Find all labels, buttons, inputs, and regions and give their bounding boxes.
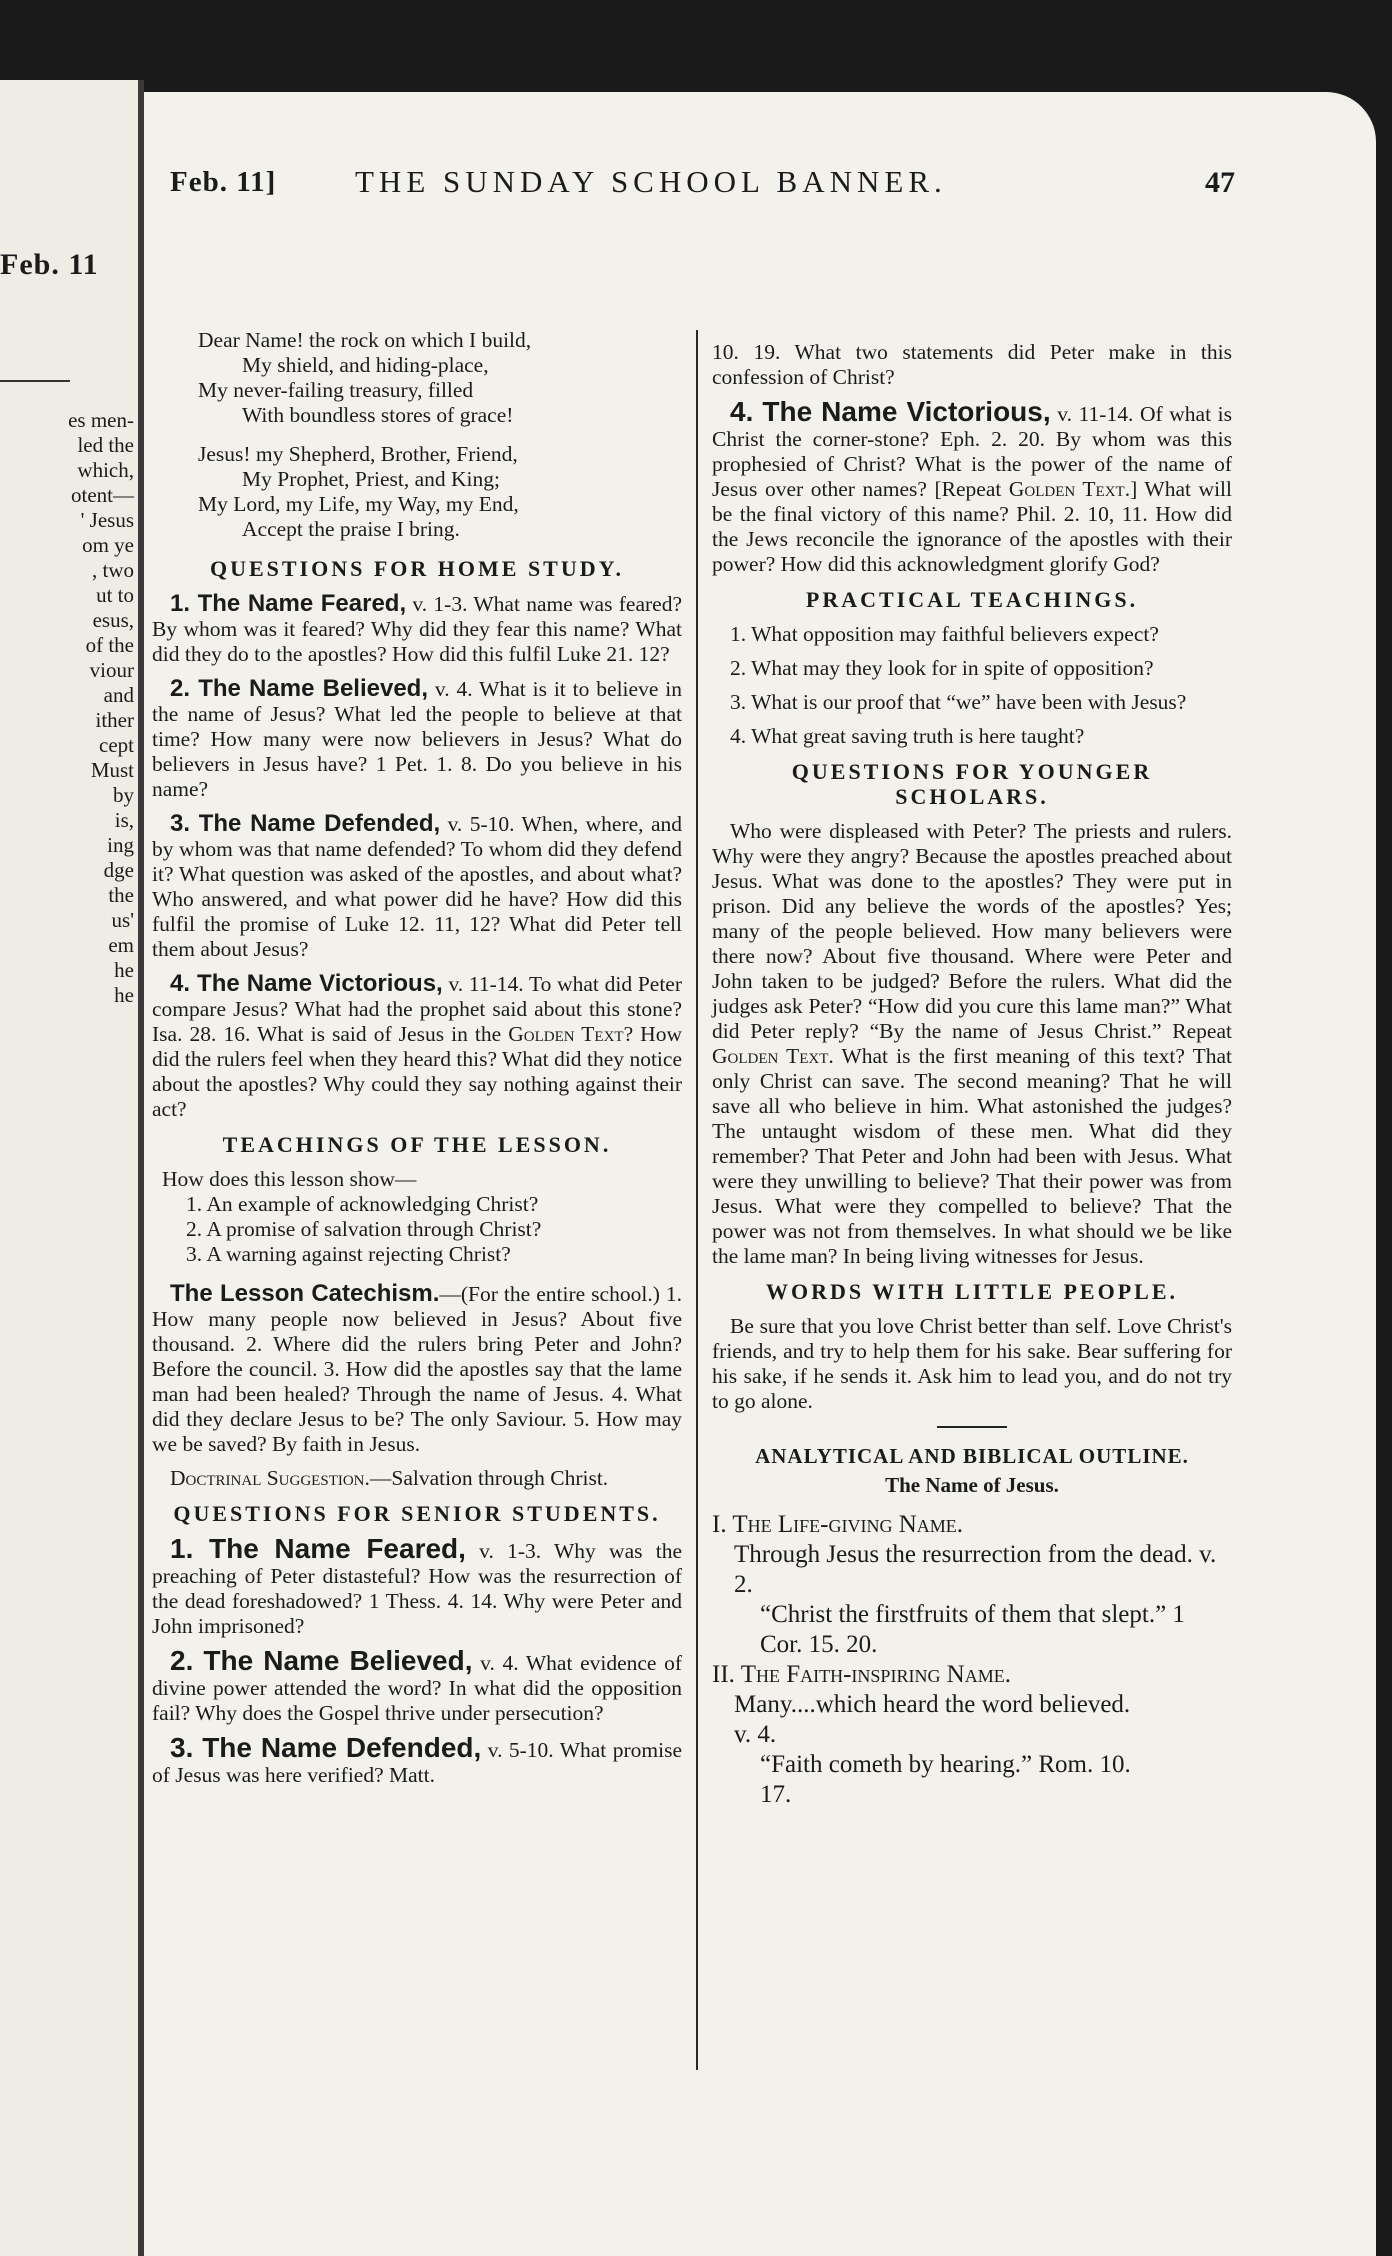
golden-text-ref: Golden Text. [1008, 477, 1131, 501]
doctrinal-suggestion: Doctrinal Suggestion.—Salvation through Christ. [170, 1466, 609, 1490]
hymn-line: My shield, and hiding-place, [242, 353, 489, 377]
lesson-catechism: The Lesson Catechism.—(For the entire school.) 1. How many people now believed in Jesus? About five thousand. 2. Where did the rulers bring Peter and John? Before the council. 3. How did the apostles say that the lame man had been healed? Through the name of Jesus. 4. What did they declare Jesus to be? The only Saviour. 5. How may we be saved? By faith in Jesus. [152, 1280, 682, 1456]
outline-line: “Faith cometh by hearing.” Rom. 10. [760, 1751, 1131, 1778]
previous-page-line: us' [111, 908, 134, 932]
previous-page-line: es men- [68, 408, 134, 432]
list-item: 1. An example of acknowledging Christ? [186, 1192, 539, 1216]
practical-item: 2. What may they look for in spite of opposition? [730, 656, 1154, 680]
previous-page-line: ing [107, 833, 134, 857]
little-people-heading: WORDS WITH LITTLE PEOPLE. [765, 1279, 1178, 1304]
younger-text: Who were displeased with Peter? The priests and rulers. Why were they angry? Because the apostles preached about Jesus. What was done to the apostles? They were put in prison. Did any believe the words of the apostles? Yes; many of the people believed. How many believers were there now? About five thousand. Where were Peter and John taken to be judged? Before the rulers. What did the judges ask Peter? “How did you cure this lame man?” What did Peter reply? “By the name of Jesus Christ.” Repeat Golden Text. What is the first meaning of this text? That only Christ can save. The second meaning? That he will save all who believe in him. What astonished the judges? The untaught wisdom of these men. What did they remember? That Peter and John had been with Jesus. What were they unwilling to believe? That their power was from Jesus. What were they compelled to believe? That the power was not from themselves. In what should we be like the lame man? In being living witnesses for Jesus. [712, 819, 1232, 1268]
previous-page-line: viour [89, 658, 134, 682]
outline-line: 17. [760, 1781, 792, 1808]
golden-text-ref: Golden Text. [712, 1044, 834, 1068]
previous-page-line: ' Jesus [80, 508, 134, 532]
golden-text-ref: Golden Text [508, 1022, 624, 1046]
home-study-heading: QUESTIONS FOR HOME STUDY. [209, 556, 625, 581]
practical-heading: PRACTICAL TEACHINGS. [805, 587, 1139, 612]
hymn-line: With boundless stores of grace! [242, 403, 514, 427]
left-column [152, 328, 682, 1797]
practical-item: 4. What great saving truth is here taught? [730, 724, 1085, 748]
outline-heading: I. The Life-giving Name. [712, 1511, 964, 1538]
outline-subtitle: The Name of Jesus. [885, 1473, 1059, 1497]
previous-page-text [68, 408, 134, 1008]
running-header [170, 160, 1235, 220]
previous-page-rule [0, 380, 70, 382]
teachings-heading: TEACHINGS OF THE LESSON. [222, 1132, 612, 1157]
home-study-item: 3. The Name Defended, v. 5-10. When, where, and by whom was that name defended? To whom did they defend it? What question was asked of the apostles, and about what? Who answered, and what power did he have? How did this fulfil the promise of Luke 12. 11, 12? What did Peter tell them about Jesus? [152, 810, 682, 961]
previous-page-line: led the [77, 433, 134, 457]
previous-page-line: is, [114, 808, 134, 832]
outline-line: v. 4. [734, 1721, 777, 1748]
previous-page-line: which, [77, 458, 134, 482]
hymn-line: Jesus! my Shepherd, Brother, Friend, [198, 442, 518, 466]
previous-page-line: of the [85, 633, 134, 657]
outline-title: ANALYTICAL AND BIBLICAL OUTLINE. [755, 1444, 1189, 1468]
senior-item: 4. The Name Victorious, v. 11-14. Of what is Christ the corner-stone? Eph. 2. 20. By whom was this prophesied of Christ? What is the power of the name of Jesus over other names? [Repeat Golden Text.] What will be the final victory of this name? Phil. 2. 10, 11. How did the Jews reconcile the ignorance of the apostles with their power? How did this acknowledgment glorify God? [712, 396, 1232, 576]
outline-line: Many....which heard the word believed. [734, 1691, 1131, 1718]
hymn-line: My never-failing treasury, filled [198, 378, 474, 402]
previous-page-line: esus, [92, 608, 134, 632]
previous-page-line: cept [99, 733, 134, 757]
senior-heading: QUESTIONS FOR SENIOR STUDENTS. [173, 1501, 661, 1526]
senior-item: 1. The Name Feared, v. 1-3. Why was the preaching of Peter distasteful? How was the resurrection of the dead foreshadowed? 1 Thess. 4. 14. Why were Peter and John imprisoned? [152, 1533, 682, 1638]
practical-item: 1. What opposition may faithful believers expect? [730, 622, 1159, 646]
hymn-line: Accept the praise I bring. [242, 517, 460, 541]
previous-page-line: ut to [96, 583, 134, 607]
previous-page-line: by [113, 783, 134, 807]
teachings-intro: How does this lesson show— [162, 1167, 417, 1191]
previous-page-line: he [114, 983, 134, 1007]
previous-page-line: dge [103, 858, 134, 882]
previous-page-line: the [108, 883, 134, 907]
hymn-stanza-2 [152, 442, 682, 542]
column-divider [696, 330, 698, 2070]
previous-page-line: Must [90, 758, 134, 782]
previous-page-line: ither [95, 708, 134, 732]
previous-page-header: Feb. 11 [0, 248, 99, 281]
previous-page-line: om ye [82, 533, 134, 557]
senior-continuation: 10. 19. What two statements did Peter make in this confession of Christ? [712, 340, 1232, 389]
little-people-text: Be sure that you love Christ better than self. Love Christ's friends, and try to help them for his sake. Bear suffering for his sake, if he sends it. Ask him to lead you, and do not try to go alone. [712, 1314, 1232, 1413]
outline-heading: II. The Faith-inspiring Name. [712, 1661, 1011, 1688]
hymn-line: Dear Name! the rock on which I build, [198, 328, 532, 352]
section-rule [937, 1426, 1007, 1428]
hymn-line: My Prophet, Priest, and King; [242, 467, 500, 491]
publication-title: THE SUNDAY SCHOOL BANNER. [355, 164, 947, 199]
page-number: 47 [1205, 166, 1235, 199]
outline-line: “Christ the firstfruits of them that slept.” 1 Cor. 15. 20. [760, 1601, 1185, 1658]
right-column [712, 340, 1232, 1810]
header-date: Feb. 11] [170, 166, 277, 198]
list-item: 2. A promise of salvation through Christ? [186, 1217, 542, 1241]
senior-item: 2. The Name Believed, v. 4. What evidence of divine power attended the word? In what did the opposition fail? Why does the Gospel thrive under persecution? [152, 1645, 683, 1725]
previous-page-line: em [108, 933, 134, 957]
teachings-list [152, 1167, 682, 1267]
previous-page-line: , two [92, 558, 134, 582]
younger-heading: QUESTIONS FOR YOUNGER SCHOLARS. [791, 759, 1153, 809]
home-study-item: 2. The Name Believed, v. 4. What is it to believe in the name of Jesus? What led the people to believe at that time? How many were now believers in Jesus? What do believers in Jesus have? 1 Pet. 1. 8. Do you believe in his name? [152, 675, 682, 801]
previous-page-line: otent— [71, 483, 134, 507]
list-item: 3. A warning against rejecting Christ? [186, 1242, 511, 1266]
home-study-item: 1. The Name Feared, v. 1-3. What name was feared? By whom was it feared? Why did they fear this name? What did they do to the apostles? How did this fulfil Luke 21. 12? [152, 590, 682, 666]
home-study-item: 4. The Name Victorious, v. 11-14. To what did Peter compare Jesus? What had the prophet said about this stone? Isa. 28. 16. What is said of Jesus in the Golden Text? How did the rulers feel when they heard this? What did they notice about the apostles? Why could they say nothing against their act? [152, 970, 683, 1121]
previous-page-line: he [114, 958, 134, 982]
practical-item: 3. What is our proof that “we” have been with Jesus? [730, 690, 1187, 714]
senior-item: 3. The Name Defended, v. 5-10. What promise of Jesus was here verified? Matt. [152, 1732, 682, 1787]
outline-line: Through Jesus the resurrection from the dead. v. 2. [734, 1541, 1217, 1598]
previous-page-edge [0, 80, 140, 2256]
hymn-stanza-1 [152, 328, 682, 428]
hymn-line: My Lord, my Life, my Way, my End, [198, 492, 519, 516]
previous-page-line: and [103, 683, 134, 707]
